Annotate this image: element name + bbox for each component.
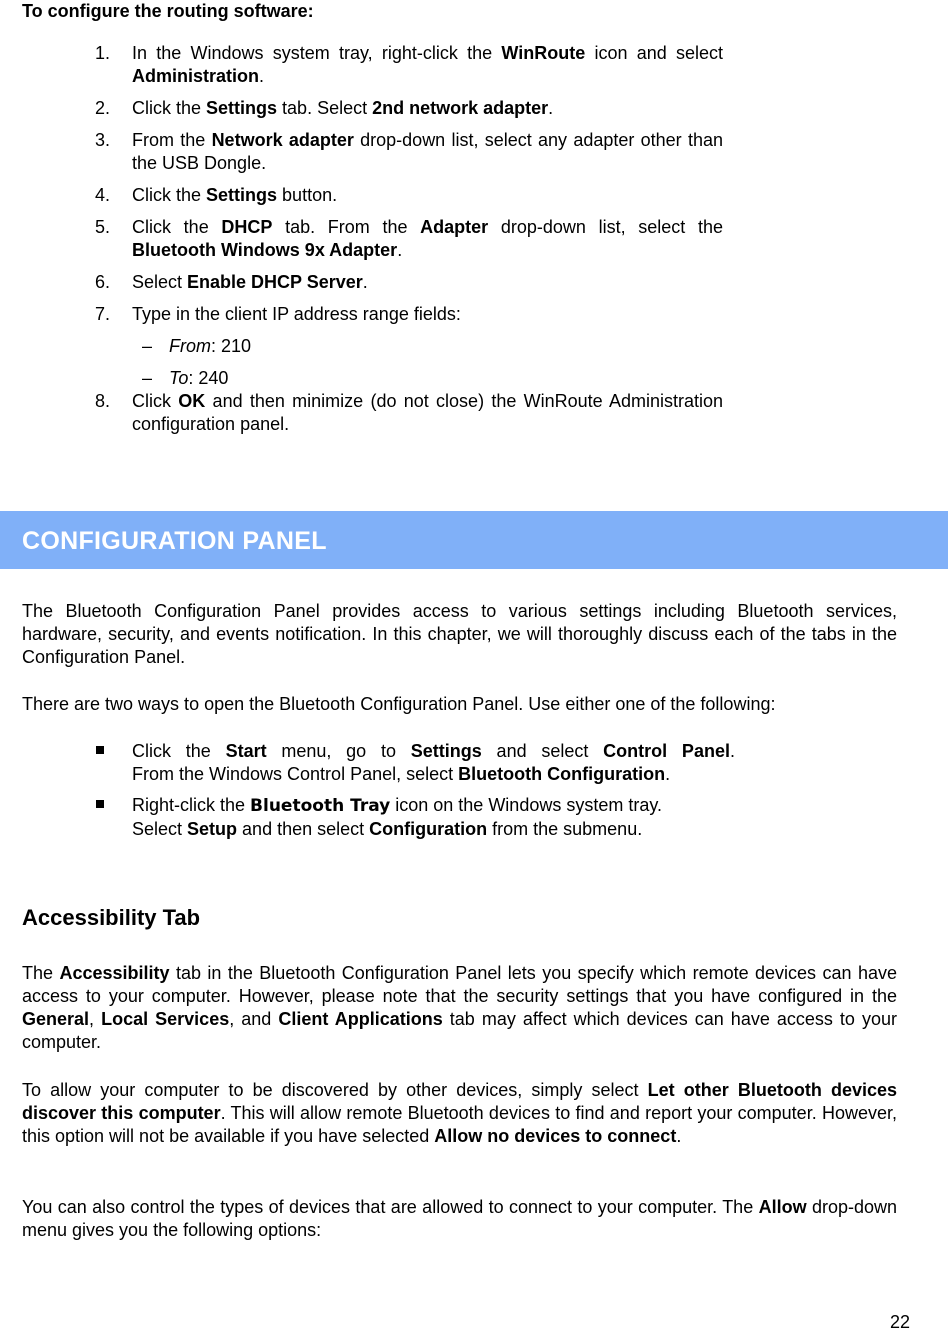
ip-range-value: : 240 <box>188 368 229 388</box>
ip-range-label: To <box>169 368 189 388</box>
ip-range-label: From <box>169 336 211 356</box>
step-text: icon and select <box>585 43 723 63</box>
step-item <box>95 390 723 436</box>
step-number: 6. <box>95 272 111 292</box>
step-item <box>95 129 723 175</box>
step-text: . <box>397 240 403 260</box>
step-text: Click the <box>132 98 207 118</box>
step-emphasis: Settings <box>206 98 278 118</box>
accessibility-paragraph-3: You can also control the types of devices that are allowed to connect to your computer. The Allow drop-down menu gives you the following options: <box>22 1197 897 1240</box>
routing-steps-list <box>95 42 723 445</box>
step-emphasis: Adapter <box>420 217 489 237</box>
open-method-item <box>95 740 735 786</box>
dash-marker: – <box>142 336 153 356</box>
bullet-line: Right-click the Bluetooth Tray icon on the Windows system tray. <box>132 795 663 816</box>
step-number: 5. <box>95 217 111 237</box>
step-emphasis: Network adapter <box>211 130 354 150</box>
step-text: and then minimize (do not close) the WinRoute Administration configuration panel. <box>132 391 723 434</box>
accessibility-paragraph-1: The Accessibility tab in the Bluetooth Configuration Panel lets you specify which remote devices can have access to your computer. However, please note that the security settings that you have configured in the General, Local Services, and Client Applications tab may affect which devices can have access to your computer. <box>22 963 897 1052</box>
step-number: 8. <box>95 391 111 411</box>
bullet-line: From the Windows Control Panel, select Bluetooth Configuration. <box>132 764 671 784</box>
ip-range-to <box>132 367 723 390</box>
step-item <box>95 303 723 390</box>
ip-range-list <box>132 335 723 390</box>
step-emphasis: Bluetooth Windows 9x Adapter <box>132 240 398 260</box>
dash-marker: – <box>142 368 153 388</box>
open-methods-list <box>95 740 735 849</box>
step-number: 7. <box>95 304 111 324</box>
step-item <box>95 97 723 120</box>
open-ways-paragraph: There are two ways to open the Bluetooth Configuration Panel. Use either one of the following: <box>22 694 776 714</box>
step-text: In the Windows system tray, right-click the <box>132 43 502 63</box>
step-emphasis: OK <box>178 391 206 411</box>
step-item <box>95 184 723 207</box>
step-text: . <box>259 66 265 86</box>
open-method-item <box>95 794 735 841</box>
step-emphasis: 2nd network adapter <box>372 98 549 118</box>
step-emphasis: WinRoute <box>501 43 586 63</box>
step-text: tab. Select <box>277 98 373 118</box>
step-text: drop-down list, select any adapter other than the USB Dongle. <box>132 130 723 173</box>
step-text: Click the <box>132 185 207 205</box>
square-bullet-icon <box>96 800 104 808</box>
step-number: 3. <box>95 130 111 150</box>
step-item <box>95 42 723 88</box>
step-number: 2. <box>95 98 111 118</box>
page-number: 22 <box>889 1312 910 1332</box>
step-text: Type in the client IP address range fields: <box>132 304 461 324</box>
accessibility-paragraph-2: To allow your computer to be discovered by other devices, simply select Let other Bluetooth devices discover this computer. This will allow remote Bluetooth devices to find and report your computer. However, this option will not be available if you have selected Allow no devices to connect. <box>22 1080 897 1146</box>
step-text: . <box>362 272 368 292</box>
step-text: button. <box>277 185 338 205</box>
step-emphasis: Enable DHCP Server <box>187 272 363 292</box>
section-banner <box>0 511 948 569</box>
bullet-line: Click the Start menu, go to Settings and select Control Panel. <box>132 741 735 761</box>
step-item <box>95 271 723 294</box>
subsection-title: Accessibility Tab <box>22 905 201 930</box>
section-title: CONFIGURATION PANEL <box>22 527 327 555</box>
ip-range-from <box>132 335 723 358</box>
step-emphasis: Settings <box>206 185 278 205</box>
step-item <box>95 216 723 262</box>
step-emphasis: DHCP <box>221 217 273 237</box>
step-text: Click <box>132 391 179 411</box>
bullet-line: Select Setup and then select Configuration from the submenu. <box>132 819 643 839</box>
step-text: drop-down list, select the <box>488 217 723 237</box>
step-text: Click the <box>132 217 222 237</box>
step-text: . <box>548 98 554 118</box>
step-emphasis: Administration <box>132 66 260 86</box>
step-number: 1. <box>95 43 111 63</box>
step-text: From the <box>132 130 212 150</box>
square-bullet-icon <box>96 746 104 754</box>
intro-heading: To configure the routing software: <box>22 1 314 21</box>
panel-intro-paragraph: The Bluetooth Configuration Panel provides access to various settings including Bluetooth services, hardware, security, and events notification. In this chapter, we will thoroughly discuss each of the tabs in the Configuration Panel. <box>22 601 897 667</box>
ip-range-value: : 210 <box>211 336 252 356</box>
step-number: 4. <box>95 185 111 205</box>
step-text: tab. From the <box>272 217 421 237</box>
step-text: Select <box>132 272 188 292</box>
